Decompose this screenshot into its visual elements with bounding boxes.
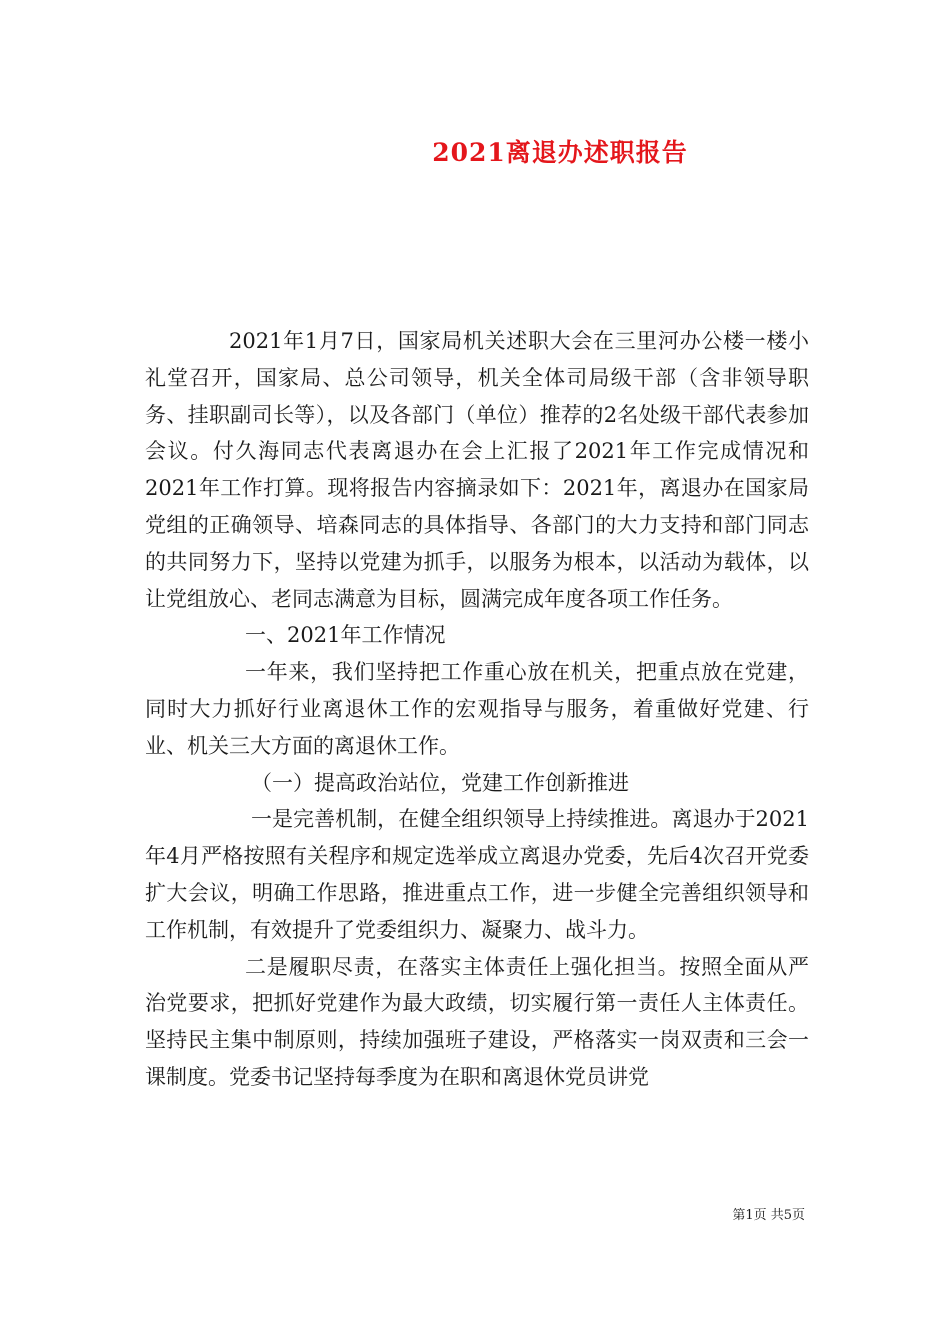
paragraph-point-2: 二是履职尽责，在落实主体责任上强化担当。按照全面从严治党要求，把抓好党建作为最大政绩，切实履行第一责任人主体责任。坚持民主集中制原则，持续加强班子建设，严格落实一岗双责和三会一课制度。党委书记坚持每季度为在职和离退休党员讲党 (145, 954, 809, 1089)
document-title: 2021离退办述职报告 (432, 138, 688, 167)
page-number: 第1页 共5页 (732, 1208, 805, 1223)
paragraph-intro: 2021年1月7日，国家局机关述职大会在三里河办公楼一楼小礼堂召开，国家局、总公司领导，机关全体司局级干部（含非领导职务、挂职副司长等），以及各部门（单位）推荐的2名处级干部代表参加会议。付久海同志代表离退办在会上汇报了2021年工作完成情况和2021年工作打算。现将报告内容摘录如下：2021年，离退办在国家局党组的正确领导、培森同志的具体指导、各部门的大力支持和部门同志的共同努力下，坚持以党建为抓手，以服务为根本，以活动为载体，以让党组放心、老同志满意为目标，圆满完成年度各项工作任务。 (145, 329, 809, 611)
document-body (145, 323, 809, 1096)
paragraph-point-1: 一是完善机制，在健全组织领导上持续推进。离退办于2021年4月严格按照有关程序和规定选举成立离退办党委，先后4次召开党委扩大会议，明确工作思路，推进重点工作，进一步健全完善组织领导和工作机制，有效提升了党委组织力、凝聚力、战斗力。 (145, 807, 809, 942)
paragraph-overview: 一年来，我们坚持把工作重心放在机关，把重点放在党建，同时大力抓好行业离退休工作的宏观指导与服务，着重做好党建、行业、机关三大方面的离退休工作。 (145, 660, 809, 758)
subsection-heading-1: （一）提高政治站位，党建工作创新推进 (251, 770, 629, 795)
section-heading-1: 一、2021年工作情况 (245, 623, 446, 648)
